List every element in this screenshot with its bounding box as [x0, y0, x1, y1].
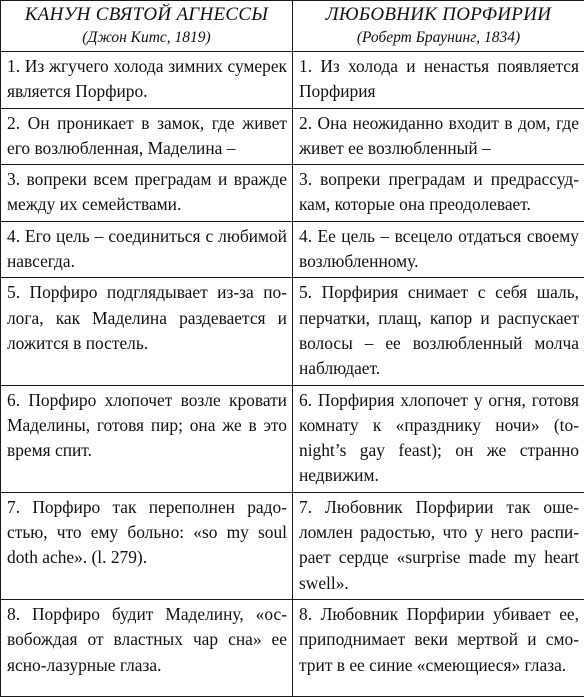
cell-keats: 3. вопреки всем преградам и вражде между их семействами.	[1, 165, 293, 222]
cell-browning: 4. Ее цель – всецело отдаться своему возлюбленному.	[293, 221, 584, 278]
column-title-browning: ЛЮБОВНИК ПОРФИРИИ	[297, 3, 580, 27]
cell-keats: 5. Порфиро подглядывает из-за полога, как Маделина раздевается и ложится в постель.	[1, 278, 293, 385]
cell-keats: 4. Его цель – соединиться с любимой навсегда.	[1, 221, 293, 278]
cell-keats: 7. Порфиро так переполнен радостью, что ему больно: «so my soul doth ache». (l. 279).	[1, 492, 293, 599]
table-header	[1, 1, 584, 52]
cell-browning: 7. Любовник Порфирии так ошеломлен радостью, что у него распирает сердце «surprise made my heart swell».	[293, 492, 584, 599]
table-row	[1, 108, 584, 165]
cell-keats: 8. Порфиро будит Маделину, «освобождая от властных чар сна» ее ясно-лазурные глаза.	[1, 599, 293, 696]
cell-keats: 1. Из жгучего холода зимних сумерек является Порфиро.	[1, 52, 293, 109]
table-body	[1, 52, 584, 697]
cell-browning: 1. Из холода и ненастья появляется Порфирия	[293, 52, 584, 109]
cell-keats: 2. Он проникает в замок, где живет его возлюбленная, Маделина –	[1, 108, 293, 165]
table-row	[1, 599, 584, 696]
table-row	[1, 385, 584, 492]
column-subtitle-browning: (Роберт Браунинг, 1834)	[297, 27, 580, 48]
cell-browning: 5. Порфирия снимает с себя шаль, перчатки, плащ, капор и распускает волосы – ее возлюбленный молча наблюдает.	[293, 278, 584, 385]
cell-browning: 8. Любовник Порфирии убивает ее, приподнимает веки мертвой и смотрит в ее синие «смеющиеся» глаза.	[293, 599, 584, 696]
header-row	[1, 1, 584, 52]
cell-browning: 6. Порфирия хлопочет у огня, готовя комнату к «празднику ночи» (to-night’s gay feast); он же странно недвижим.	[293, 385, 584, 492]
table-row	[1, 165, 584, 222]
cell-keats: 6. Порфиро хлопочет возле кровати Маделины, готовя пир; она же в это время спит.	[1, 385, 293, 492]
cell-browning: 3. вопреки преградам и предрассудкам, которые она преодолевает.	[293, 165, 584, 222]
table-row	[1, 278, 584, 385]
header-keats	[1, 1, 293, 52]
table-row	[1, 492, 584, 599]
header-browning	[293, 1, 584, 52]
column-title-keats: КАНУН СВЯТОЙ АГНЕССЫ	[5, 3, 288, 27]
table-row	[1, 52, 584, 109]
table-row	[1, 221, 584, 278]
cell-browning: 2. Она неожиданно входит в дом, где живет ее возлюбленный –	[293, 108, 584, 165]
column-subtitle-keats: (Джон Китс, 1819)	[5, 27, 288, 48]
